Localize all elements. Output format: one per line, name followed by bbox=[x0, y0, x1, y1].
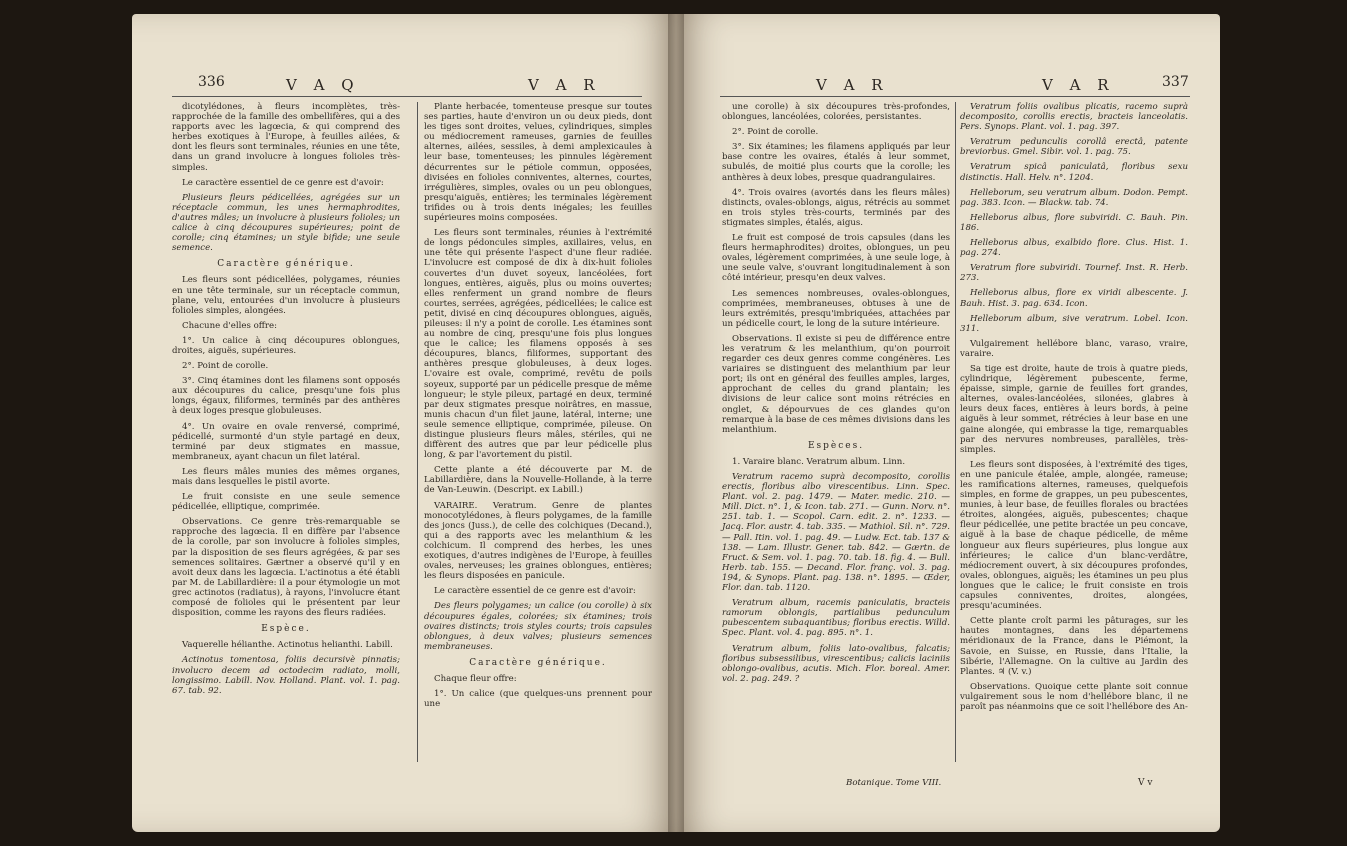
paragraph: Actinotus tomentosa, foliis decursivè pinnatis; involucro decem ad octodecim radiato, molli, longissimo. Labill. Nov. Holland. Plant. vol. 1. pag. 67. tab. 92. bbox=[172, 655, 400, 696]
paragraph: Chaque fleur offre: bbox=[434, 673, 517, 684]
running-head-left-b: V A R bbox=[528, 76, 601, 94]
paragraph: 3°. Cinq étamines dont les filamens sont opposés aux découpures du calice, presqu'une fois plus longs, égaux, filiformes, terminés par des anthères à deux loges presque globuleuses. bbox=[172, 376, 400, 417]
paragraph: 1°. Un calice (que quelques-uns prennent pour une bbox=[424, 689, 652, 710]
footer-volume: Botanique. Tome VIII. bbox=[846, 778, 942, 788]
left-page bbox=[132, 14, 676, 832]
paragraph: 3°. Six étamines; les filamens appliqués par leur base contre les ovaires, étalés à leur sommet, subulés, de moitié plus courts que la corolle; les anthères à deux lobes, presque quadrangulaires. bbox=[722, 142, 950, 183]
paragraph: Observations. Ce genre très-remarquable se rapproche des lagœcia. Il en diffère par l'absence de la corolle, par son involucre à folioles simples, par la disposition de ses fleurs agrégées, & par ses semences solitaires. Gærtner a observé qu'il y en avoit deux dans les lagœcia. L'actinotus a été établi par M. de Labillardière: il a pour étymologie un mot grec actinotos (radiatus), à rayons, l'involucre étant composé de folioles qui le présentent par leur disposition, comme les rayons des fleurs radiées. bbox=[172, 517, 400, 619]
paragraph: 2°. Point de corolle. bbox=[182, 361, 269, 372]
paragraph: Veratrum racemo suprà decomposito, corollis erectis, floribus albo virescentibus. Linn. Spec. Plant. vol. 2. pag. 1479. — Mater. medic. 210. — Mill. Dict. n°. 1, & Icon. tab. 271. — Gunn. Norv. n°. 251. tab. 1. — Scopol. Carn. edit. 2. n°. 1233. — Jacq. Flor. austr. 4. tab. 335. — Mathiol. Sil. n°. 729. — Pall. Itin. vol. 1. pag. 49. — Ludw. Ect. tab. 137 & 138. — Lam. Illustr. Gener. tab. 842. — Gærtn. de Fruct. & Sem. vol. 1. pag. 70. tab. 18. fig. 4. — Bull. Herb. tab. 155. — Decand. Flor. franç. vol. 3. pag. 194, & Synops. Plant. pag. 138. n°. 1895. — Œder, Flor. dan. tab. 1120. bbox=[722, 472, 950, 594]
paragraph: Veratrum foliis ovalibus plicatis, racemo suprà decomposito, corollis erectis, bracteis lanceolatis. Pers. Synops. Plant. vol. 1. pag. 397. bbox=[960, 102, 1188, 133]
paragraph: 4°. Un ovaire en ovale renversé, comprimé, pédicellé, surmonté d'un style partagé en deux, terminé par deux stigmates en massue, membraneux, ayant chacun un filet latéral. bbox=[172, 421, 400, 462]
paragraph: Vaquerelle hélianthe. Actinotus helianthi. Labill. bbox=[182, 640, 393, 651]
section-heading: Caractère générique. bbox=[217, 259, 355, 270]
header-rule-right bbox=[720, 96, 1190, 97]
gutter-shadow bbox=[668, 14, 684, 832]
paragraph: Helleborum, seu veratrum album. Dodon. Pempt. pag. 383. Icon. — Blackw. tab. 74. bbox=[960, 187, 1188, 208]
paragraph: Vulgairement hellébore blanc, varaso, vraire, varaire. bbox=[960, 338, 1188, 359]
paragraph: dicotylédones, à fleurs incomplètes, très-rapprochée de la famille des ombellifères, qui a des rapports avec les lagœcia, & qui comprend des herbes exotiques à l'Europe, à feuilles ailées, & dont les fleurs sont terminales, réunies en une tête, dans un grand involucre à longues folioles très-simples. bbox=[172, 102, 400, 173]
paragraph: Veratrum album, foliis lato-ovalibus, falcatis; floribus subsessilibus, virescentibus; calicis laciniis oblongo-ovalibus, acutis. Mich. Flor. boreal. Amer. vol. 2. pag. 249. ? bbox=[722, 643, 950, 684]
column-divider-right bbox=[955, 102, 956, 762]
paragraph: 2°. Point de corolle. bbox=[732, 127, 819, 138]
paragraph: Veratrum spicâ paniculatâ, floribus sexu distinctis. Hall. Helv. n°. 1204. bbox=[960, 162, 1188, 183]
paragraph: 1. Varaire blanc. Veratrum album. Linn. bbox=[732, 456, 906, 467]
paragraph: 4°. Trois ovaires (avortés dans les fleurs mâles) distincts, ovales-oblongs, aigus, rétrécis au sommet en trois styles très-courts, terminés par des stigmates simples, étalés, aigus. bbox=[722, 187, 950, 228]
paragraph: Les fleurs mâles munies des mêmes organes, mais dans lesquelles le pistil avorte. bbox=[172, 466, 400, 487]
paragraph: Les fleurs sont pédicellées, polygames, réunies en une tête terminale, sur un réceptacle commun, plane, velu, entourées d'un involucre à plusieurs folioles simples, alongées. bbox=[172, 275, 400, 316]
paragraph: 1°. Un calice à cinq découpures oblongues, droites, aiguës, supérieures. bbox=[172, 335, 400, 356]
paragraph: Sa tige est droite, haute de trois à quatre pieds, cylindrique, légèrement pubescente, ferme, épaisse, simple, garnie de feuilles fort grandes, alternes, ovales-lancéolées, silonées, glabres à leurs deux faces, entières à leurs bords, à peine aiguës à leur sommet, rétrécies à leur base en une gaine alongée, qui embrasse la tige, remarquables par des nervures nombreuses, parallèles, très-simples. bbox=[960, 363, 1188, 455]
paragraph: Observations. Il existe si peu de différence entre les veratrum & les melanthium, qu'on pourroit regarder ces deux genres comme congénères. Les variaires se distinguent des melanthium par leur port; ils ont en général des feuilles amples, larges, approchant de celles du grand plantain; les divisions de leur calice sont moins rétrécies en onglet, & dépourvues de ces glandes qu'on remarque à la base de ces mêmes divisions dans les melanthium. bbox=[722, 333, 950, 435]
paragraph: Cette plante a été découverte par M. de Labillardière, dans la Nouvelle-Hollande, à la terre de Van-Leuwin. (Descript. ex Labill.) bbox=[424, 465, 652, 496]
paragraph: Les semences nombreuses, ovales-oblongues, comprimées, membraneuses, obtuses à une de leurs extrémités, presqu'imbriquées, attachées par un pédicelle court, le long de la suture intérieure. bbox=[722, 288, 950, 329]
running-head-right-b: V A R bbox=[1042, 76, 1115, 94]
section-heading: Espèce. bbox=[261, 624, 311, 635]
header-rule-left bbox=[172, 96, 642, 97]
paragraph: Des fleurs polygames; un calice (ou corolle) à six découpures égales, colorées; six étamines; trois ovaires distincts; trois styles courts; trois capsules oblongues, à deux valves; plusieurs semences membraneuses. bbox=[424, 601, 652, 652]
column-divider-left bbox=[417, 102, 418, 762]
page-number-right: 337 bbox=[1162, 74, 1189, 90]
paragraph: Veratrum flore subviridi. Tournef. Inst. R. Herb. 273. bbox=[960, 263, 1188, 284]
paragraph: Les fleurs sont terminales, réunies à l'extrémité de longs pédoncules simples, axillaires, velus, en une tête qui présente l'aspect d'une fleur radiée. L'involucre est composé de dix à dix-huit folioles couvertes d'un duvet soyeux, lancéolées, fort longues, entières, aiguës, plus ou moins ouvertes; elles renferment un grand nombre de fleurs courtes, serrées, agrégées, pédicellées; le calice est petit, divisé en cinq découpures oblongues, aiguës, pileuses: il n'y a point de corolle. Les étamines sont au nombre de cinq, presqu'une fois plus longues que le calice; les filamens opposés à ses découpures, blancs, filiformes, supportant des anthères presque globuleuses, à deux loges. L'ovaire est ovale, comprimé, revêtu de poils soyeux, supporté par un pédicelle presque de même longueur; le style pileux, partagé en deux, terminé par deux stigmates presque noirâtres, en massue, munis chacun d'un filet jaune, latéral, interne; une seule semence elliptique, comprimée, pileuse. On distingue plusieurs fleurs mâles, stériles, qui ne diffèrent des autres que par leur pédicelle plus long, & par l'avortement du pistil. bbox=[424, 228, 652, 461]
paragraph: une corolle) à six découpures très-profondes, oblongues, lancéolées, colorées, persistantes. bbox=[722, 102, 950, 123]
paragraph: VARAIRE. Veratrum. Genre de plantes monocotylédones, à fleurs polygames, de la famille des joncs (Juss.), de celle des colchiques (Decand.), qui a des rapports avec les melanthium & les colchicum. Il comprend des herbes, les unes exotiques, d'autres indigènes de l'Europe, à feuilles ovales, nerveuses; les graines oblongues, entières; les fleurs disposées en panicule. bbox=[424, 500, 652, 582]
paragraph: Observations. Quoique cette plante soit connue vulgairement sous le nom d'hellébore blanc, il ne paroît pas néanmoins que ce soit l'hellébore des An- bbox=[960, 681, 1188, 712]
right-column-2 bbox=[960, 102, 1188, 717]
running-head-left-a: V A Q bbox=[286, 76, 360, 94]
paragraph: Le fruit est composé de trois capsules (dans les fleurs hermaphrodites) droites, oblongues, un peu ovales, légèrement comprimées, à une seule loge, à une seule valve, s'ouvrant longitudinalement à son côté intérieur, presqu'en deux valves. bbox=[722, 233, 950, 284]
right-page bbox=[676, 14, 1220, 832]
paragraph: Helleborus albus, flore ex viridi albescente. J. Bauh. Hist. 3. pag. 634. Icon. bbox=[960, 288, 1188, 309]
section-heading: Espèces. bbox=[807, 440, 865, 451]
right-column-1 bbox=[722, 102, 950, 689]
paragraph: Cette plante croît parmi les pâturages, sur les hautes montagnes, dans les départemens méridionaux de la France, dans le Piémont, la Savoie, en Suisse, en Russie, dans l'Italie, la Sibérie, l'Allemagne. On la cultive au Jardin des Plantes. ♃ (V. v.) bbox=[960, 616, 1188, 677]
left-column-1 bbox=[172, 102, 400, 701]
paragraph: Le caractère essentiel de ce genre est d'avoir: bbox=[182, 177, 384, 188]
paragraph: Helleborus albus, exalbido flore. Clus. Hist. 1. pag. 274. bbox=[960, 238, 1188, 259]
paragraph: Les fleurs sont disposées, à l'extrémité des tiges, en une panicule étalée, ample, alongée, rameuse; les ramifications alternes, rameuses, quelquefois simples, en forme de grappes, un peu pubescentes, munies, à leur base, de feuilles florales ou bractées étroites, alongées, aiguës, pubescentes; chaque fleur pédicellée, une petite bractée un peu concave, aiguë à la base de chaque pédicelle, de même longueur aux fleurs supérieures, plus longue aux inférieures; le calice d'un blanc-verdâtre, médiocrement ouvert, à six découpures profondes, ovales, oblongues, aiguës; les étamines un peu plus longues que le calice; le fruit consiste en trois capsules conniventes, droites, alongées, presqu'acuminées. bbox=[960, 459, 1188, 612]
paragraph: Le fruit consiste en une seule semence pédicellée, elliptique, comprimée. bbox=[172, 492, 400, 513]
page-number-left: 336 bbox=[198, 74, 225, 90]
paragraph: Chacune d'elles offre: bbox=[182, 320, 277, 331]
paragraph: Le caractère essentiel de ce genre est d'avoir: bbox=[434, 586, 636, 597]
paragraph: Plante herbacée, tomenteuse presque sur toutes ses parties, haute d'environ un ou deux pieds, dont les tiges sont droites, velues, cylindriques, simples ou médiocrement rameuses, garnies de feuilles alternes, ailées, sessiles, à demi amplexicaules à leur base, tomenteuses; les pinnules légèrement décurrentes sur le pétiole commun, opposées, divisées en folioles conniventes, alternes, courtes, irrégulières, simples, ovales ou un peu oblongues, presqu'aiguës, entières; les terminales légèrement trifides ou à trois dents inégales; les feuilles supérieures moins composées. bbox=[424, 102, 652, 224]
running-head-right-a: V A R bbox=[816, 76, 889, 94]
signature-mark: V v bbox=[1138, 778, 1153, 788]
left-column-2 bbox=[424, 102, 652, 714]
paragraph: Helleborum album, sive veratrum. Lobel. Icon. 311. bbox=[960, 313, 1188, 334]
section-heading: Caractère générique. bbox=[469, 657, 607, 668]
paragraph: Veratrum pedunculis corollâ erectâ, patente breviorbus. Gmel. Sibir. vol. 1. pag. 75. bbox=[960, 137, 1188, 158]
paragraph: Plusieurs fleurs pédicellées, agrégées sur un réceptacle commun, les unes hermaphrodites, d'autres mâles; un involucre à plusieurs folioles; un calice à cinq découpures supérieures; point de corolle; cinq étamines; un style bifide; une seule semence. bbox=[172, 192, 400, 254]
paragraph: Helleborus albus, flore subviridi. C. Bauh. Pin. 186. bbox=[960, 212, 1188, 233]
paragraph: Veratrum album, racemis paniculatis, bracteis ramorum oblongis, partialibus pedunculum pubescentem subaquantibus; floribus erectis. Willd. Spec. Plant. vol. 4. pag. 895. n°. 1. bbox=[722, 598, 950, 639]
